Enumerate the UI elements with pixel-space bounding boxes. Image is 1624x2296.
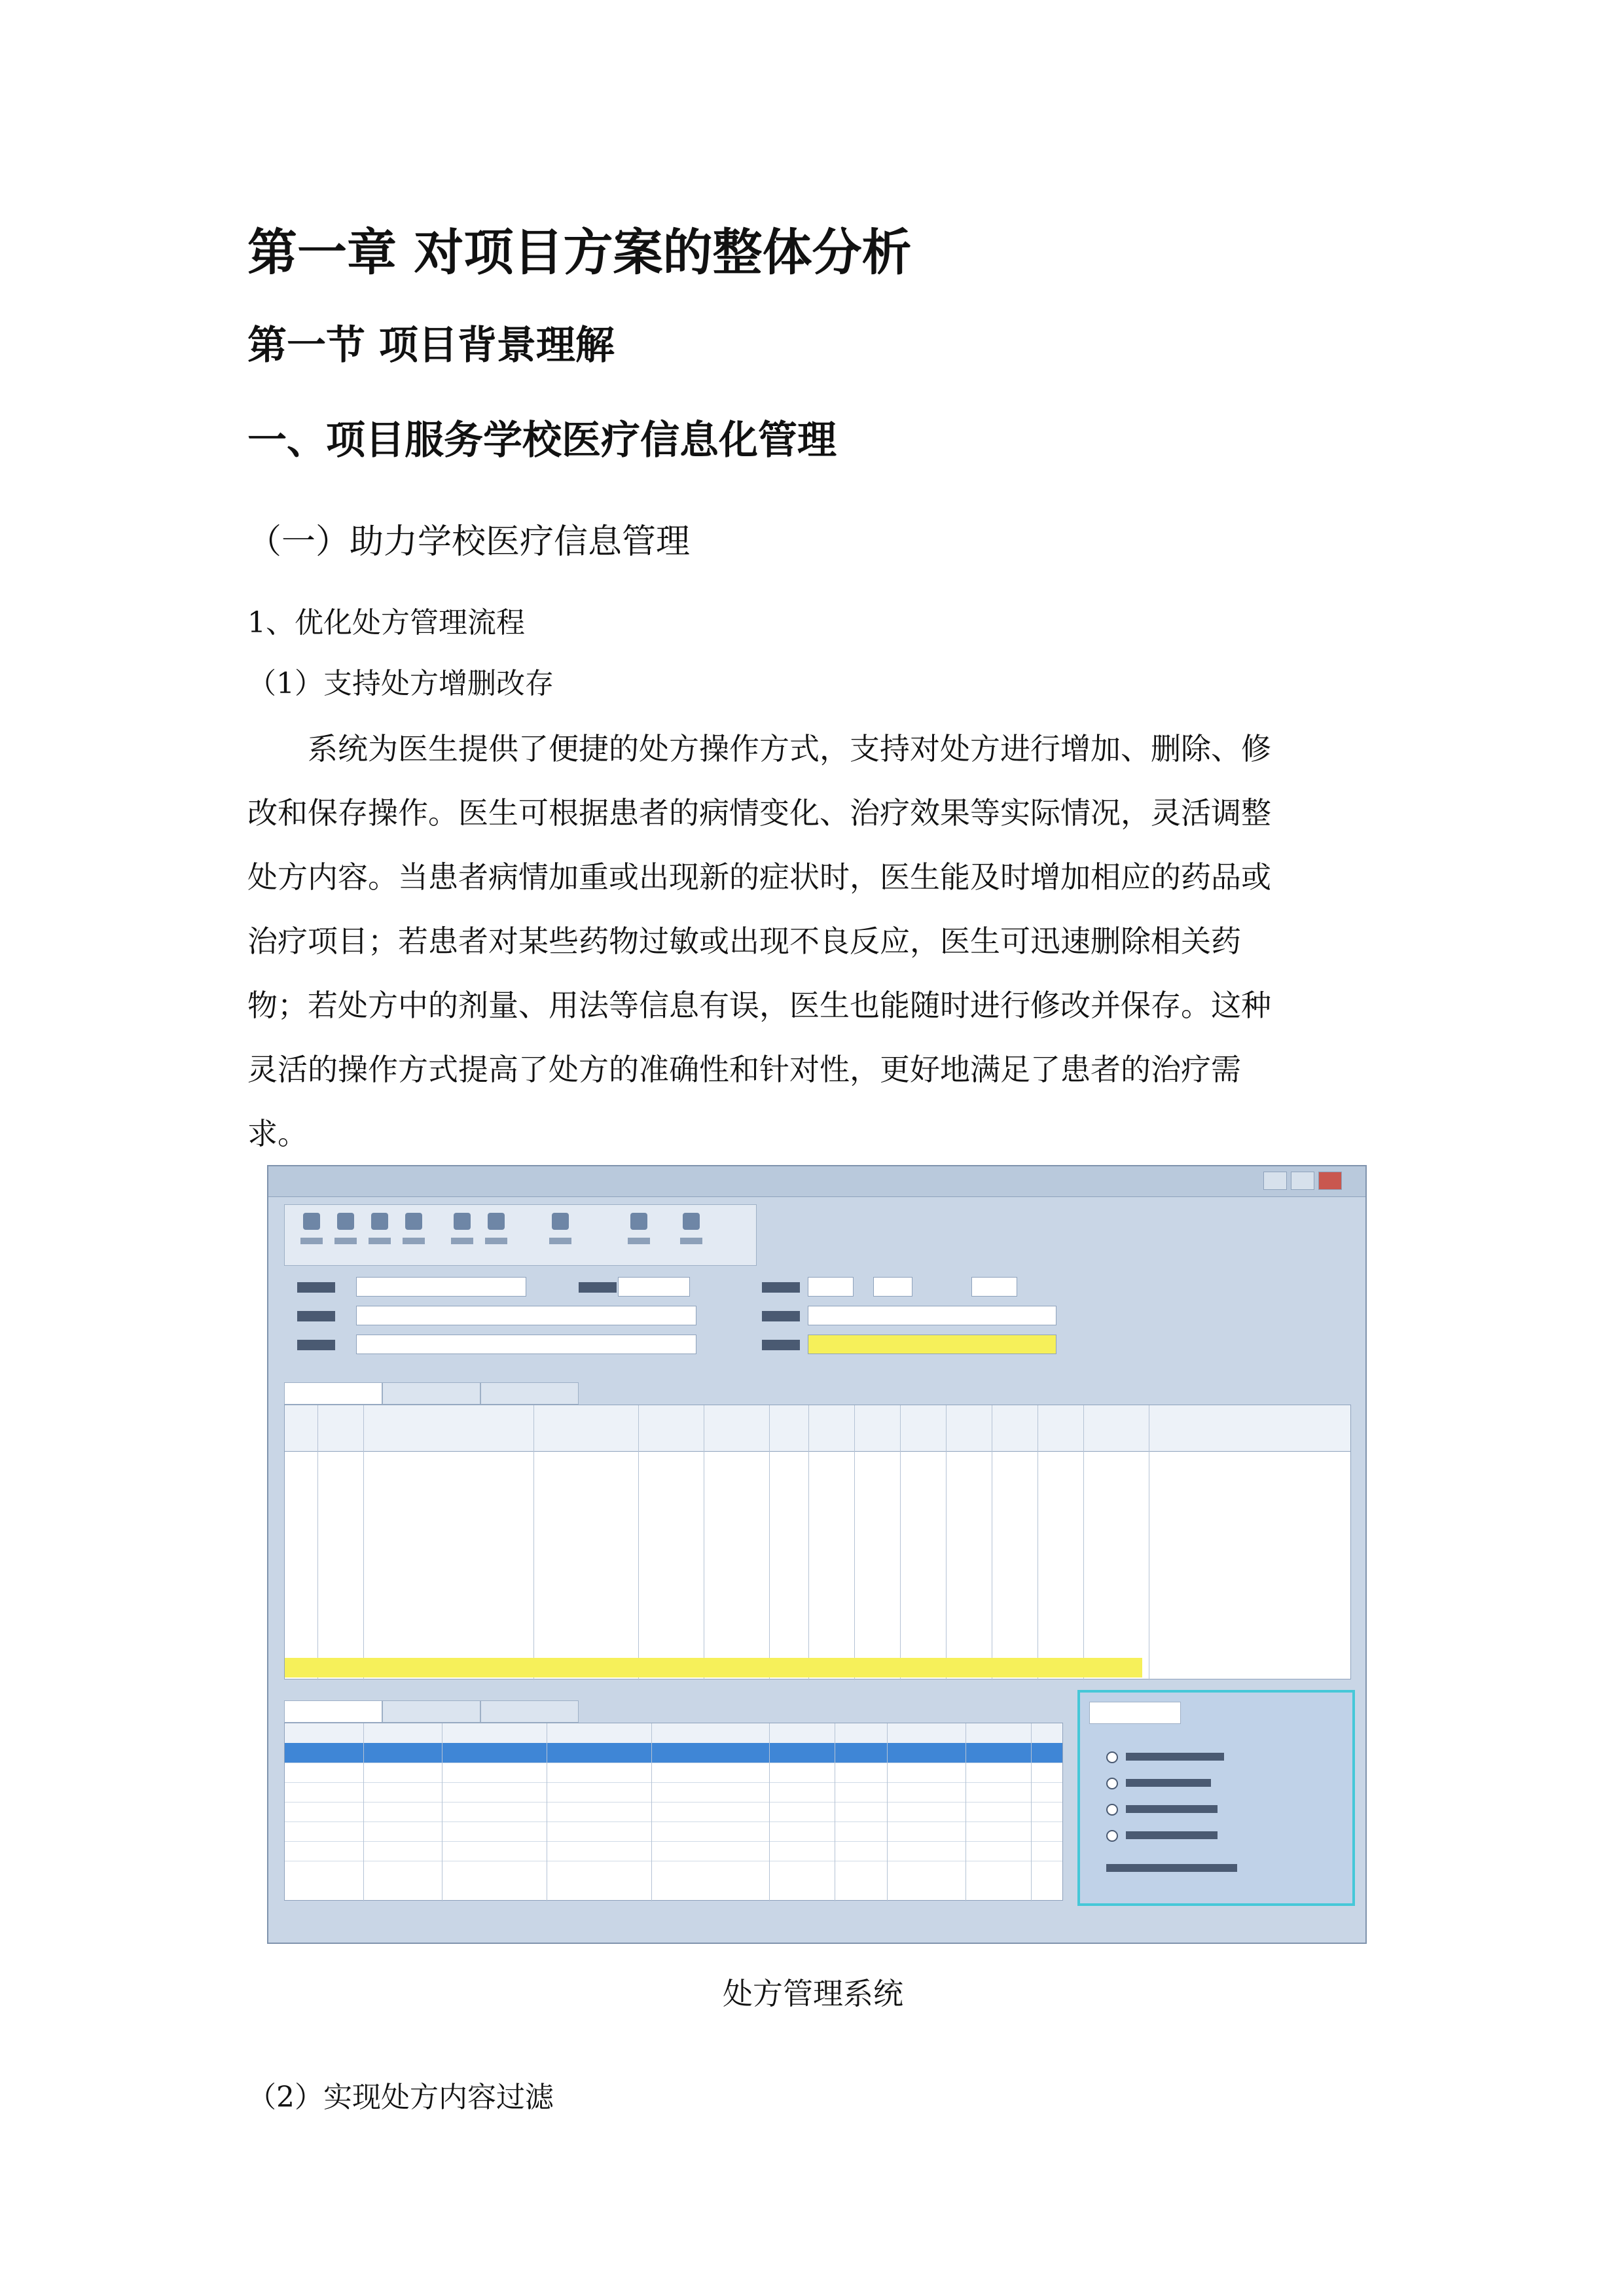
diagnosis-field — [356, 1335, 696, 1354]
tab — [382, 1382, 480, 1405]
maximize-icon — [1291, 1172, 1314, 1190]
toolbar-button — [448, 1213, 476, 1256]
field-label — [297, 1311, 335, 1321]
toolbar-button — [677, 1213, 705, 1256]
weight-field — [971, 1277, 1017, 1297]
paragraph-line: 系统为医生提供了便捷的处方操作方式，支持对处方进行增加、删除、修 — [308, 731, 1271, 766]
age-field — [808, 1277, 854, 1297]
radio-label — [1126, 1753, 1224, 1761]
field-label — [762, 1282, 800, 1293]
drug-list-grid — [284, 1723, 1063, 1901]
drug-count-label — [1106, 1864, 1237, 1872]
paragraph-line: 灵活的操作方式提高了处方的准确性和针对性，更好地满足了患者的治疗需 — [247, 1052, 1241, 1087]
drug-tabs — [284, 1700, 1063, 1723]
toolbar-button — [547, 1213, 574, 1256]
list-item-subheading: （1）支持处方增删改存 — [247, 667, 554, 700]
toolbar-button — [400, 1213, 427, 1256]
total-row — [285, 1658, 1142, 1677]
grid-header — [285, 1405, 1350, 1452]
prescription-system-screenshot — [267, 1165, 1367, 1944]
list-item-subheading: （2）实现处方内容过滤 — [247, 2081, 554, 2114]
radio-label — [1126, 1805, 1218, 1813]
tab — [1089, 1702, 1181, 1724]
toolbar-button — [482, 1213, 510, 1256]
subsection-title: 一、项目服务学校医疗信息化管理 — [247, 418, 837, 463]
close-icon — [1318, 1172, 1342, 1190]
toolbar-button — [298, 1213, 325, 1256]
paragraph-line: 治疗项目；若患者对某些药物过敏或出现不良反应，医生可迅速删除相关药 — [247, 924, 1241, 959]
table-row — [285, 1743, 1062, 1763]
paragraph-line: 求。 — [247, 1116, 308, 1151]
prescription-number-field — [808, 1335, 1056, 1354]
toolbar-button — [625, 1213, 653, 1256]
minimize-icon — [1263, 1172, 1287, 1190]
toolbar-button — [366, 1213, 393, 1256]
radio-button — [1106, 1751, 1118, 1763]
prescription-tabs — [284, 1382, 1351, 1405]
table-row — [285, 1821, 1062, 1842]
table-row — [285, 1782, 1062, 1803]
paragraph-line: 改和保存操作。医生可根据患者的病情变化、治疗效果等实际情况，灵活调整 — [247, 795, 1271, 831]
symptom-field — [356, 1306, 696, 1325]
paragraph-line: 处方内容。当患者病情加重或出现新的症状时，医生能及时增加相应的药品或 — [247, 859, 1271, 895]
radio-button — [1106, 1778, 1118, 1789]
field-label — [762, 1340, 800, 1350]
age-months-field — [873, 1277, 912, 1297]
radio-button — [1106, 1830, 1118, 1842]
list-item-heading: 1、优化处方管理流程 — [247, 606, 525, 639]
field-label — [297, 1340, 335, 1350]
name-field — [356, 1277, 526, 1297]
chapter-title: 第一章 对项目方案的整体分析 — [247, 223, 912, 281]
tab-prescription — [284, 1382, 382, 1405]
radio-label — [1126, 1779, 1211, 1787]
tab — [382, 1700, 480, 1723]
table-row — [285, 1763, 1062, 1783]
field-label — [762, 1311, 800, 1321]
grid-header — [285, 1723, 1062, 1744]
sub-subsection-title: （一）助力学校医疗信息管理 — [247, 522, 691, 562]
figure-caption: 处方管理系统 — [723, 1976, 903, 2011]
drug-filter-panel — [1077, 1690, 1355, 1906]
table-row — [285, 1802, 1062, 1822]
prescription-grid — [284, 1405, 1351, 1679]
section-title: 第一节 项目背景理解 — [247, 323, 615, 368]
table-row — [285, 1841, 1062, 1861]
toolbar-button — [332, 1213, 359, 1256]
toolbar — [284, 1204, 757, 1266]
phone-field — [808, 1306, 1056, 1325]
tab-drug-info — [284, 1700, 382, 1723]
field-label — [297, 1282, 335, 1293]
radio-label — [1126, 1831, 1218, 1839]
field-label — [579, 1282, 617, 1293]
gender-select — [618, 1277, 690, 1297]
tab — [480, 1700, 579, 1723]
tab — [480, 1382, 579, 1405]
body-paragraph — [247, 717, 1386, 1166]
window-titlebar — [268, 1166, 1365, 1197]
radio-button — [1106, 1804, 1118, 1816]
paragraph-line: 物；若处方中的剂量、用法等信息有误，医生也能随时进行修改并保存。这种 — [247, 988, 1271, 1023]
